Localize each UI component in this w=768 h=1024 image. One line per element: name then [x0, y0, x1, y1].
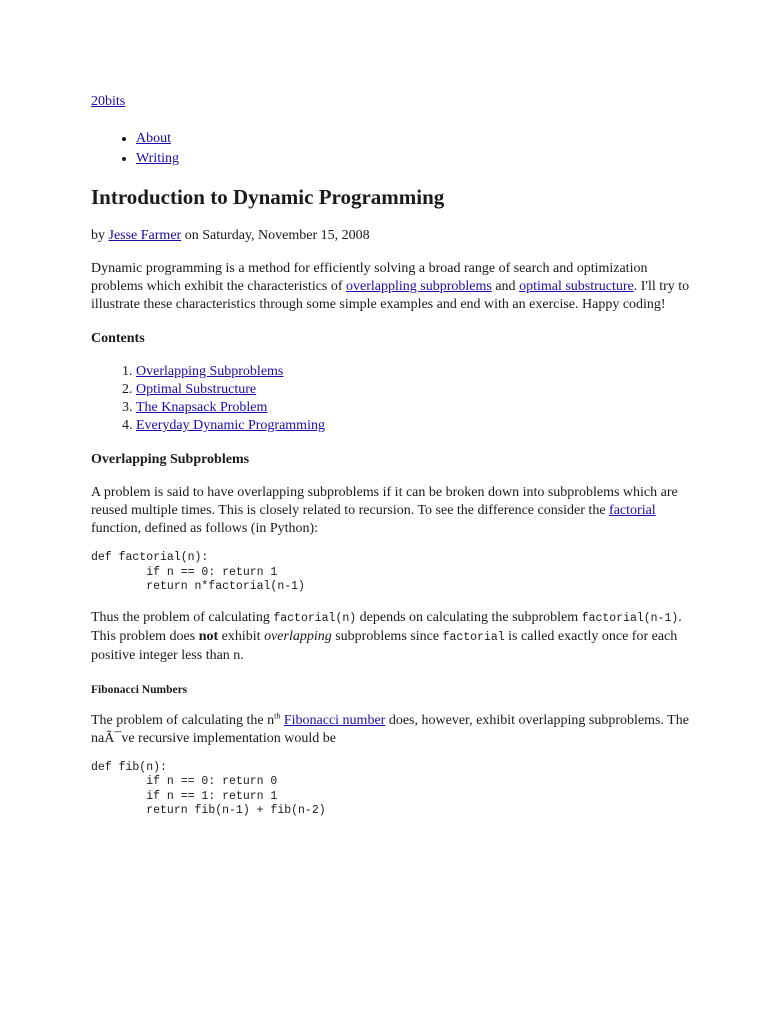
s1p1-text-2: function, defined as follows (in Python): — [91, 521, 319, 536]
s1p2-text-4: exhibit — [218, 628, 265, 644]
section1-paragraph-1 — [91, 484, 691, 538]
fib-text-1: The problem of calculating the n — [91, 712, 275, 728]
page-content — [91, 92, 691, 819]
s1p2-text-3: . This problem does — [91, 609, 682, 644]
intro-text-3: . I'll try to illustrate these characteristics through some simple examples and end with an exercise. Happy coding! — [91, 279, 690, 312]
nav-link-about[interactable]: About — [136, 131, 171, 146]
fib-code-block: def fib(n): if n == 0: return 0 if n == 1: return 1 return fib(n-1) + fib(n-2) — [91, 760, 326, 817]
emphasis-not: not — [198, 628, 219, 644]
inline-code-factorial-n: factorial(n) — [273, 611, 357, 625]
main-nav — [91, 129, 691, 169]
superscript-th: th — [274, 710, 281, 720]
nav-item-writing — [136, 149, 691, 169]
s1p1-text-1: A problem is said to have overlapping subproblems if it can be broken down into subproblems which are reused multiple times. This is closely related to recursion. To see the difference consider the — [91, 485, 678, 518]
byline-date: on Saturday, November 15, 2008 — [181, 228, 370, 243]
s1p2-text-5: subproblems since — [331, 628, 443, 644]
emphasis-overlapping: overlapping — [264, 628, 332, 644]
s1p2-text-2: depends on calculating the subproblem — [356, 609, 582, 625]
factorial-code-block: def factorial(n): if n == 0: return 1 return n*factorial(n-1) — [91, 551, 305, 593]
toc-item — [136, 381, 691, 399]
inline-code-factorial: factorial — [442, 630, 505, 644]
nav-item-about — [136, 129, 691, 149]
intro-paragraph — [91, 260, 691, 314]
nav-link-writing[interactable]: Writing — [136, 151, 179, 166]
inline-code-factorial-n-1: factorial(n-1) — [581, 611, 679, 625]
subsection-heading-fibonacci: Fibonacci Numbers — [91, 683, 188, 696]
optimal-substructure-link[interactable]: optimal substructure — [519, 279, 634, 294]
contents-heading: Contents — [91, 331, 145, 346]
intro-text-2: and — [491, 279, 520, 294]
toc-link-overlapping-subproblems[interactable]: Overlapping Subproblems — [136, 364, 284, 379]
toc-link-optimal-substructure[interactable]: Optimal Substructure — [136, 382, 257, 397]
s1p2-text-6: is called exactly once for each positive integer less than n. — [91, 628, 678, 663]
byline-prefix: by — [91, 228, 109, 243]
toc-link-knapsack-problem[interactable]: The Knapsack Problem — [136, 400, 268, 415]
factorial-link[interactable]: factorial — [609, 503, 656, 518]
overlapping-subproblems-link[interactable]: overlappling subproblems — [346, 279, 492, 294]
s1p2-text-1: Thus the problem of calculating — [91, 609, 274, 625]
toc-item — [136, 399, 691, 417]
site-home-link[interactable]: 20bits — [91, 94, 126, 109]
toc-item — [136, 417, 691, 435]
fibonacci-paragraph — [91, 712, 691, 748]
table-of-contents — [91, 363, 691, 435]
article-title: Introduction to Dynamic Programming — [91, 185, 445, 209]
intro-text-1: Dynamic programming is a method for efficiently solving a broad range of search and optimization problems which exhibit the characteristics of — [91, 261, 648, 294]
toc-link-everyday-dp[interactable]: Everyday Dynamic Programming — [136, 418, 325, 433]
section1-paragraph-2 — [91, 609, 691, 665]
fibonacci-number-link[interactable]: Fibonacci number — [283, 712, 386, 728]
author-link[interactable]: Jesse Farmer — [108, 228, 182, 243]
article-byline — [91, 226, 691, 246]
section-heading-overlapping: Overlapping Subproblems — [91, 452, 250, 467]
fib-text-2: does, however, exhibit overlapping subproblems. The naÃ¯ve recursive implementation would be — [91, 712, 689, 746]
toc-item — [136, 363, 691, 381]
